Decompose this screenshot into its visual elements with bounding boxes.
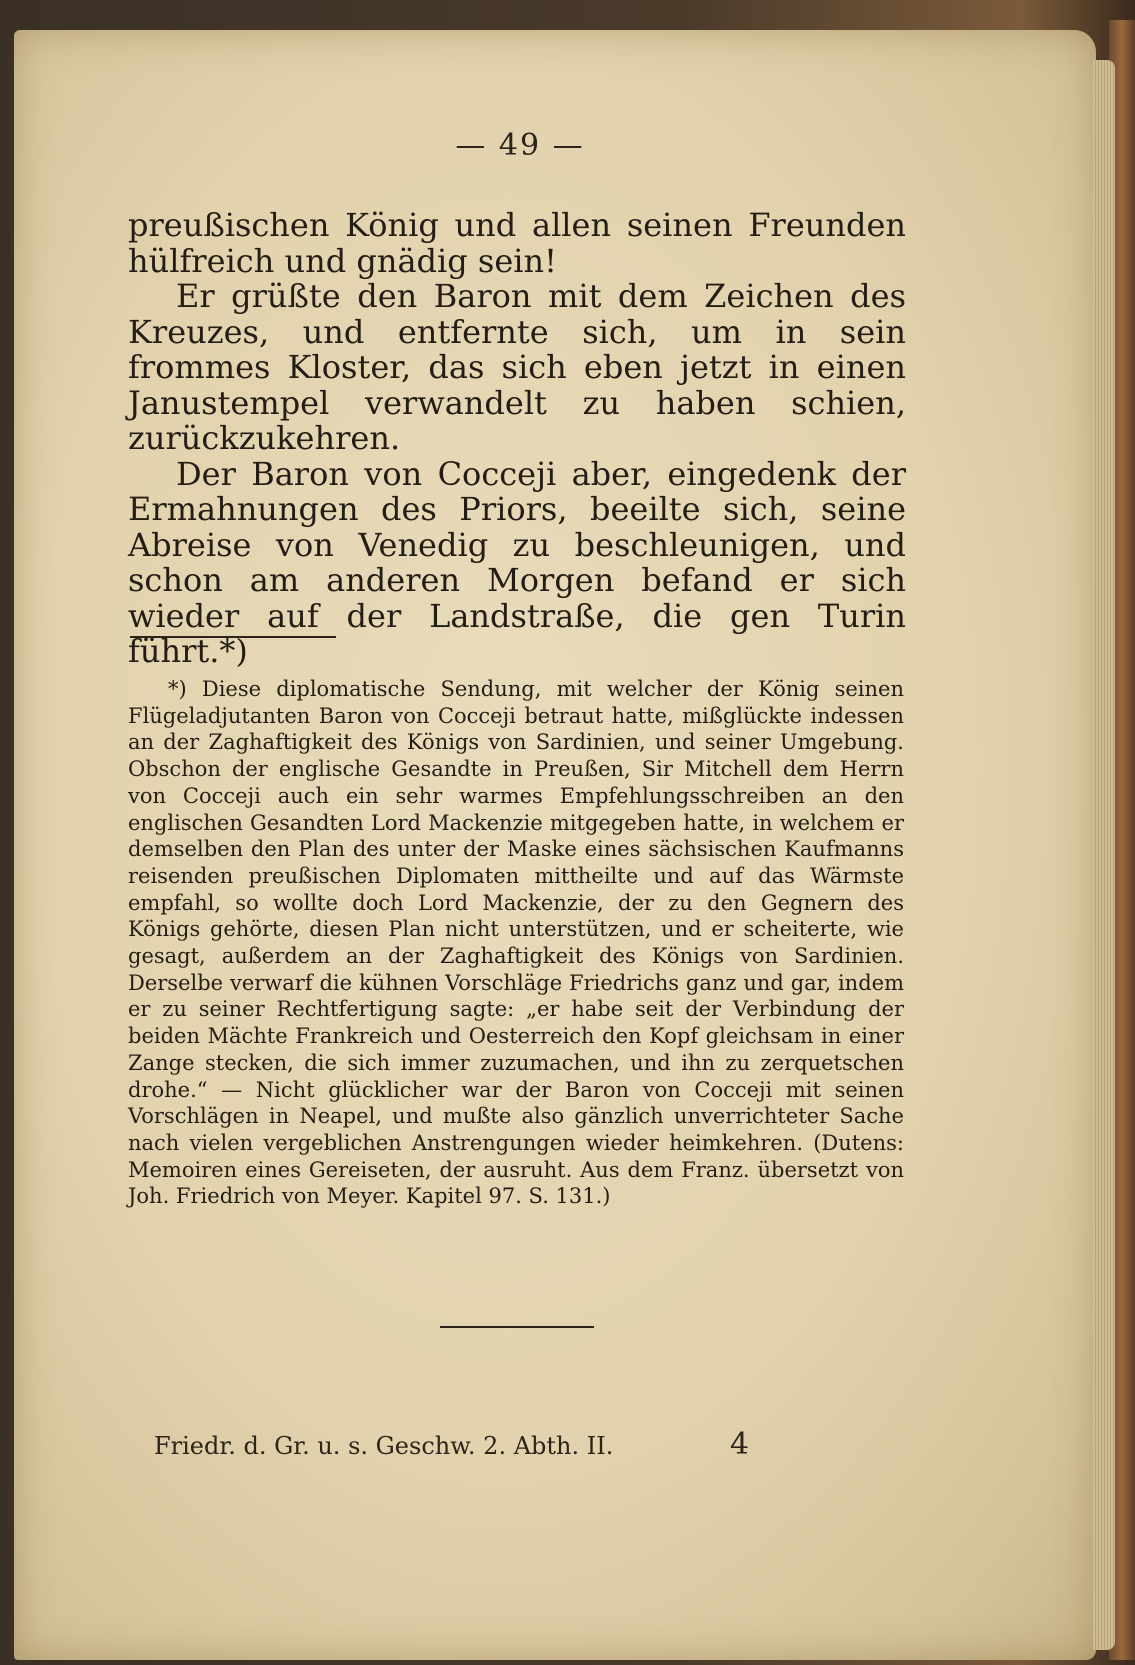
main-text: [128, 208, 906, 670]
paragraph-continuation: preußischen König und allen seinen Freunden hülfreich und gnädig sein!: [128, 206, 906, 280]
end-rule: [440, 1326, 594, 1328]
footnote: [128, 676, 904, 1210]
printer-signature: Friedr. d. Gr. u. s. Geschw. 2. Abth. II.: [154, 1432, 614, 1460]
paragraph: Der Baron von Cocceji aber, eingedenk der Ermahnungen des Priors, beeilte sich, seine Abreise von Venedig zu beschleunigen, und schon am anderen Morgen befand er sich wieder auf der Landstraße, die gen Turin führt.*): [128, 454, 906, 670]
footnote-text: *) Diese diplomatische Sendung, mit welcher der König seinen Flügeladjutanten Baron von Cocceji betraut hatte, mißglückte indessen an der Zaghaftigkeit des Königs von Sardinien, und seiner Umgebung. Obschon der englische Gesandte in Preußen, Sir Mitchell dem Herrn von Cocceji auch ein sehr warmes Empfehlungsschreiben an den englischen Gesandten Lord Mackenzie mitgegeben hatte, in welchem er demselben den Plan des unter der Maske eines sächsischen Kaufmanns reisenden preußischen Diplomaten mittheilte und auf das Wärmste empfahl, so wollte doch Lord Mackenzie, der zu den Gegnern des Königs gehörte, diesen Plan nicht unterstützen, und er scheiterte, wie gesagt, außerdem an der Zaghaftigkeit des Königs von Sardinien. Derselbe verwarf die kühnen Vorschläge Friedrichs ganz und gar, indem er zu seiner Rechtfertigung sagte: „er habe seit der Verbindung der beiden Mächte Frankreich und Oesterreich den Kopf gleichsam in einer Zange stecken, die sich immer zuzumachen, und ihn zu zerquetschen drohe.“ — Nicht glücklicher war der Baron von Cocceji mit seinen Vorschlägen in Neapel, und mußte also gänzlich unverrichteter Sache nach vielen vergeblichen Anstrengungen wieder heimkehren. (Dutens: Memoiren eines Gereiseten, der ausruht. Aus dem Franz. übersetzt von Joh. Friedrich von Meyer. Kapitel 97. S. 131.): [128, 677, 904, 1209]
page-number: — 49 —: [455, 128, 585, 163]
footnote-separator: [130, 636, 336, 638]
page-stack-edge: [1093, 60, 1115, 1650]
paragraph: Er grüßte den Baron mit dem Zeichen des Kreuzes, und entfernte sich, um in sein frommes Kloster, das sich eben jetzt in einen Janustempel verwandelt zu haben schien, zurückzukehren.: [128, 277, 906, 457]
sheet-number: 4: [730, 1427, 750, 1462]
